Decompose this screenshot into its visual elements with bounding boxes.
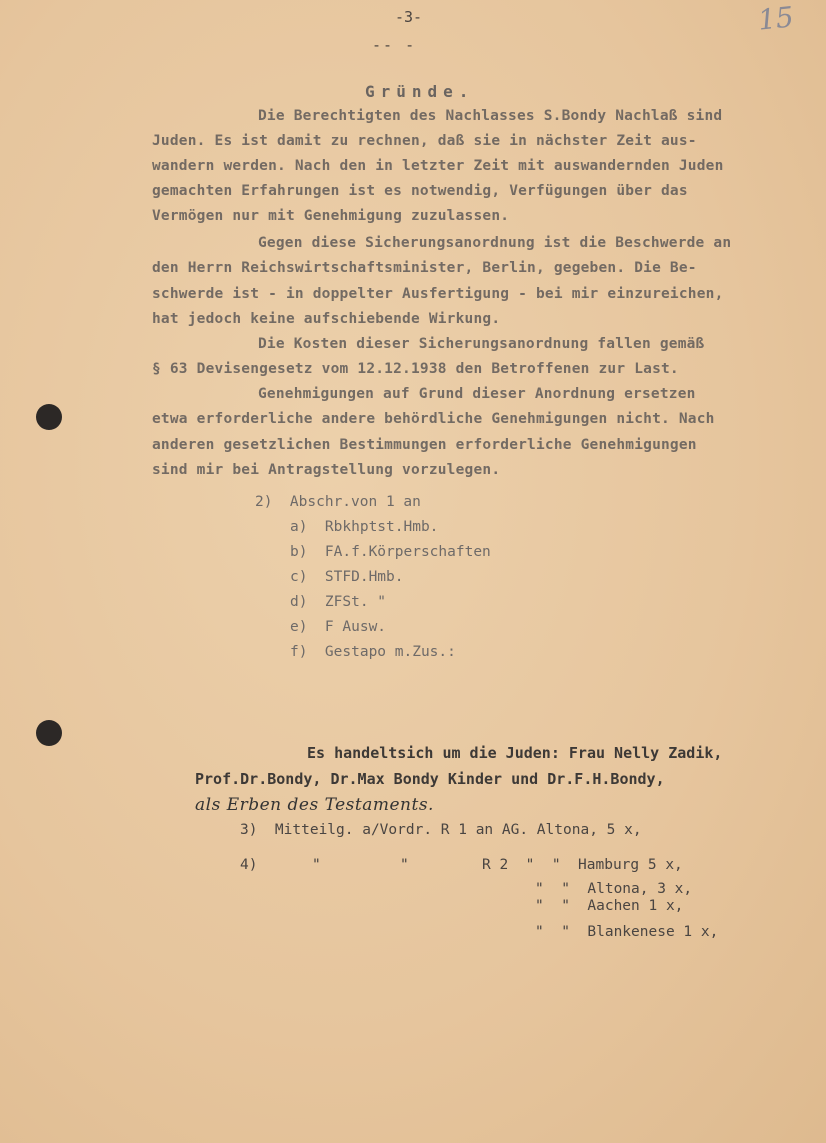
- handwritten-folio-number: 15: [756, 0, 796, 37]
- notice-sub-line: " " Altona, 3 x,: [535, 881, 693, 897]
- jews-statement-line-1: Es handeltsich um die Juden: Frau Nelly Zadik,: [307, 744, 723, 762]
- header-dashes: -- -: [372, 36, 417, 54]
- paragraph-line: etwa erforderliche andere behördliche Genehmigungen nicht. Nach: [152, 411, 715, 427]
- page-number: -3-: [395, 8, 423, 26]
- copies-item: d) ZFSt. ": [290, 594, 387, 610]
- paragraph-line: Gegen diese Sicherungsanordnung ist die Beschwerde an: [258, 235, 732, 251]
- paragraph-line: Juden. Es ist damit zu rechnen, daß sie in nächster Zeit aus-: [152, 133, 697, 149]
- paragraph-line: wandern werden. Nach den in letzter Zeit mit auswandernden Juden: [152, 158, 724, 174]
- paragraph-line: Die Berechtigten des Nachlasses S.Bondy Nachlaß sind: [258, 108, 723, 124]
- punch-hole: [36, 404, 62, 430]
- paragraph-line: Die Kosten dieser Sicherungsanordnung fallen gemäß: [258, 336, 705, 352]
- paragraph-line: gemachten Erfahrungen ist es notwendig, Verfügungen über das: [152, 183, 688, 199]
- ditto-mark: ": [400, 857, 409, 873]
- notice-sub-line: " " Blankenese 1 x,: [535, 924, 719, 940]
- copies-item: e) F Ausw.: [290, 619, 387, 635]
- copies-item: b) FA.f.Körperschaften: [290, 544, 491, 560]
- handwritten-annotation: als Erben des Testaments.: [195, 795, 434, 815]
- paragraph-line: anderen gesetzlichen Bestimmungen erforderliche Genehmigungen: [152, 437, 697, 453]
- punch-hole: [36, 720, 62, 746]
- jews-statement-line-2: Prof.Dr.Bondy, Dr.Max Bondy Kinder und Dr.F.H.Bondy,: [195, 770, 665, 788]
- notice-line-3: 3) Mitteilg. a/Vordr. R 1 an AG. Altona, 5 x,: [240, 822, 642, 838]
- paragraph-line: Vermögen nur mit Genehmigung zuzulassen.: [152, 208, 510, 224]
- notice-sub-line: " " Aachen 1 x,: [535, 898, 684, 914]
- section-heading: Gründe.: [365, 82, 475, 101]
- notice-line-4: R 2 " " Hamburg 5 x,: [482, 857, 683, 873]
- copies-item: a) Rbkhptst.Hmb.: [290, 519, 439, 535]
- notice-line-4-number: 4): [240, 857, 258, 873]
- ditto-mark: ": [312, 857, 321, 873]
- copies-intro: 2) Abschr.von 1 an: [255, 494, 421, 510]
- paragraph-line: sind mir bei Antragstellung vorzulegen.: [152, 462, 501, 478]
- copies-item: f) Gestapo m.Zus.:: [290, 644, 456, 660]
- paragraph-line: § 63 Devisengesetz vom 12.12.1938 den Betroffenen zur Last.: [152, 361, 679, 377]
- copies-item: c) STFD.Hmb.: [290, 569, 404, 585]
- paragraph-line: Genehmigungen auf Grund dieser Anordnung ersetzen: [258, 386, 696, 402]
- paragraph-line: hat jedoch keine aufschiebende Wirkung.: [152, 311, 501, 327]
- paragraph-line: den Herrn Reichswirtschaftsminister, Berlin, gegeben. Die Be-: [152, 260, 697, 276]
- paragraph-line: schwerde ist - in doppelter Ausfertigung - bei mir einzureichen,: [152, 286, 724, 302]
